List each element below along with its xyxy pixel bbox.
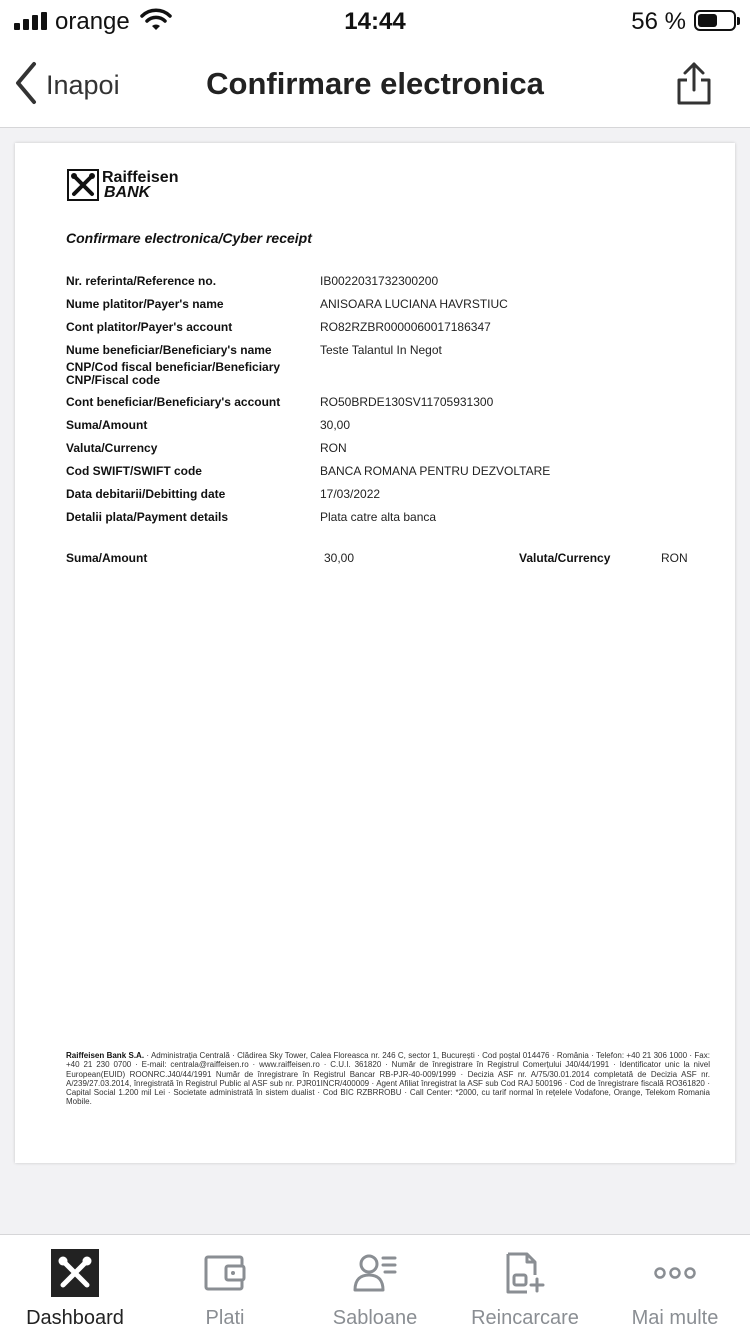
logo-line-2: BANK	[104, 184, 151, 201]
carrier-name: orange	[55, 8, 130, 35]
total-amount-value: 30,00	[324, 551, 355, 565]
tab-label: Dashboard	[26, 1307, 124, 1329]
battery-level	[698, 14, 717, 27]
detail-value: IB0022031732300200	[320, 274, 439, 288]
dashboard-icon	[50, 1249, 100, 1297]
detail-value: ANISOARA LUCIANA HAVRSTIUC	[320, 297, 508, 311]
status-time: 14:44	[344, 8, 406, 35]
logo-line-1: Raiffeisen	[102, 169, 179, 186]
detail-label: Nr. referinta/Reference no.	[66, 274, 217, 288]
share-button[interactable]	[674, 60, 714, 110]
back-label: Inapoi	[46, 69, 120, 100]
tab-dashboard[interactable]	[0, 1235, 150, 1334]
tab-label: Plati	[205, 1307, 245, 1329]
battery-icon	[694, 10, 736, 31]
raiffeisen-logo-icon	[67, 169, 99, 201]
wallet-icon	[200, 1249, 250, 1297]
tab-label: Reincarcare	[471, 1307, 579, 1329]
detail-value: Plata catre alta banca	[320, 510, 437, 524]
status-bar	[0, 0, 750, 44]
detail-value: RON	[320, 441, 347, 455]
navigation-bar	[0, 44, 750, 128]
templates-icon	[350, 1249, 400, 1297]
detail-label: Data debitarii/Debitting date	[66, 487, 226, 501]
tab-sabloane[interactable]	[300, 1235, 450, 1334]
share-icon	[674, 93, 714, 110]
detail-label: CNP/Cod fiscal beneficiar/Beneficiary CNP/Fiscal code	[66, 360, 281, 387]
receipt-document	[15, 143, 735, 1163]
tab-mai-multe[interactable]	[600, 1235, 750, 1334]
topup-icon	[500, 1249, 550, 1297]
detail-value: Teste Talantul In Negot	[320, 343, 442, 357]
footer-company: Raiffeisen Bank S.A.	[66, 1051, 145, 1060]
total-amount-label: Suma/Amount	[66, 551, 148, 565]
tab-bar	[0, 1234, 750, 1334]
detail-label: Detalii plata/Payment details	[66, 510, 229, 524]
tab-label: Sabloane	[332, 1307, 418, 1329]
total-currency-value: RON	[661, 551, 688, 565]
tab-label: Mai multe	[631, 1307, 719, 1329]
detail-label: Nume beneficiar/Beneficiary's name	[66, 343, 272, 357]
raiffeisen-logo	[67, 169, 178, 201]
detail-label: Cod SWIFT/SWIFT code	[66, 464, 202, 478]
more-icon	[650, 1249, 700, 1297]
detail-label: Valuta/Currency	[66, 441, 158, 455]
legal-footer	[66, 1051, 710, 1107]
footer-text: · Administrația Centrală · Clădirea Sky Tower, Calea Floreasca nr. 246 C, sector 1, București · Cod poștal 014476 · România · Telefon: +40 21 306 1000 · Fax: +40 21 230 0700 · E-mail: centrala@raiffeisen.ro · www.raiffeisen.ro · C.U.I. 361820 · Număr de înregistrare în Registrul Comerțului J40/44/1991 · Identificator unic la nivel European(EUID) ROONRC.J40/44/1991 Număr de înregistrare în Registrul Bancar RB-PJR-40-009/1999 · Decizia ASF nr. A/75/30.01.2014 completată de Decizia ASF nr. A/239/27.03.2014, înregistrată în Registrul Public al ASF sub nr. PJR01INCR/400009 · Agent Afiliat înregistrat la ASF sub Cod RAJ 500196 · Cod de înregistrare fiscală RO361820 · Capital Social 1.200 mil Lei · Societate administrată în sistem dualist · Cod BIC RZBRROBU · Call Center: *2000, cu tarif normal în rețelele Vodafone, Orange, Telekom Romania Mobile.	[66, 1051, 710, 1107]
detail-label: Cont beneficiar/Beneficiary's account	[66, 395, 281, 409]
detail-value: RO82RZBR0000060017186347	[320, 320, 491, 334]
detail-value: BANCA ROMANA PENTRU DEZVOLTARE	[320, 464, 551, 478]
battery-percent: 56 %	[631, 8, 686, 35]
tab-plati[interactable]	[150, 1235, 300, 1334]
page-title: Confirmare electronica	[206, 66, 544, 101]
detail-label: Cont platitor/Payer's account	[66, 320, 233, 334]
detail-label: Suma/Amount	[66, 418, 148, 432]
tab-reincarcare[interactable]	[450, 1235, 600, 1334]
detail-value: RO50BRDE130SV11705931300	[320, 395, 494, 409]
total-currency-label: Valuta/Currency	[519, 551, 611, 565]
detail-value: 17/03/2022	[320, 487, 381, 501]
detail-label: Nume platitor/Payer's name	[66, 297, 224, 311]
receipt-title: Confirmare electronica/Cyber receipt	[66, 230, 312, 246]
detail-value: 30,00	[320, 418, 351, 432]
